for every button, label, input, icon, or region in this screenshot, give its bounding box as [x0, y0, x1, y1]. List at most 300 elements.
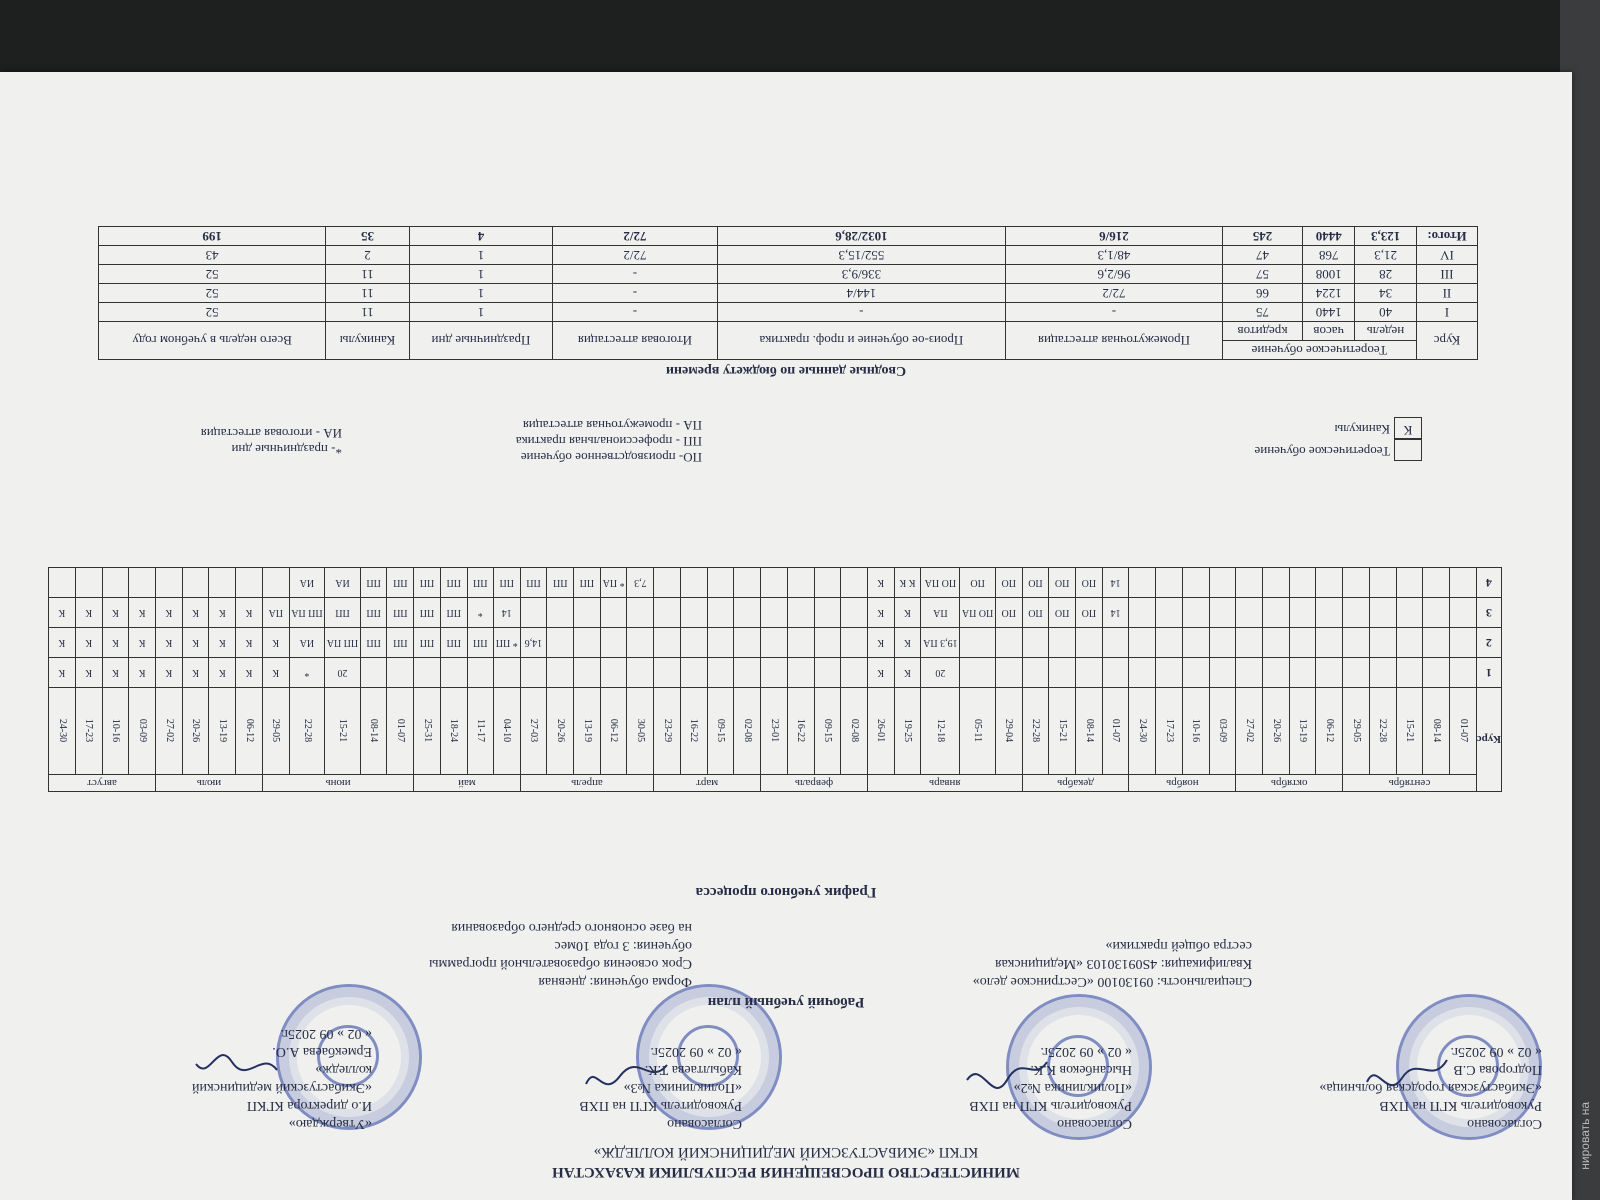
schedule-cell — [1102, 628, 1129, 658]
schedule-cell — [547, 658, 574, 688]
week-header: 17-23 — [1156, 688, 1183, 775]
schedule-cell — [761, 598, 788, 628]
schedule-cell — [1343, 658, 1370, 688]
schedule-cell: ПО — [1049, 568, 1076, 598]
summary-cell: 66 — [1222, 284, 1302, 303]
schedule-cell: К — [49, 628, 76, 658]
schedule-cell — [1209, 628, 1236, 658]
summary-cell: I — [1416, 303, 1477, 322]
schedule-cell: К — [236, 628, 263, 658]
schedule-cell — [654, 628, 681, 658]
schedule-cell: ПП — [467, 628, 493, 658]
summary-cell: 52 — [99, 284, 326, 303]
summary-cell: 47 — [1222, 246, 1302, 265]
course-number: 4 — [1476, 568, 1501, 598]
schedule-cell: * ПП — [493, 628, 520, 658]
schedule-cell — [467, 658, 493, 688]
summary-cell: 1008 — [1303, 265, 1355, 284]
schedule-cell — [75, 568, 102, 598]
schedule-cell — [440, 658, 467, 688]
summary-cell: 11 — [326, 284, 410, 303]
schedule-cell — [1369, 598, 1396, 628]
week-header-row — [49, 688, 1502, 775]
schedule-cell — [1289, 568, 1316, 598]
schedule-cell — [1263, 568, 1290, 598]
summary-total-cell: 4 — [409, 227, 552, 246]
schedule-cell: 14,6 — [520, 628, 547, 658]
schedule-cell: К — [182, 598, 209, 628]
week-header: 06-12 — [600, 688, 627, 775]
schedule-cell — [547, 598, 574, 628]
schedule-cell: * — [289, 658, 325, 688]
schedule-cell: К — [894, 598, 921, 628]
schedule-cell — [1423, 628, 1450, 658]
schedule-cell: ПА — [262, 598, 289, 628]
week-header: 30-05 — [627, 688, 654, 775]
schedule-cell — [654, 658, 681, 688]
schedule-cell: ПО — [1076, 598, 1103, 628]
signature — [1362, 1050, 1452, 1090]
week-header: 06-12 — [236, 688, 263, 775]
schedule-cell — [1289, 598, 1316, 628]
schedule-cell: К — [262, 658, 289, 688]
month-header: март — [654, 775, 761, 792]
week-header: 29-05 — [1343, 688, 1370, 775]
summary-header: Промежуточная аттестация — [1006, 322, 1223, 360]
course-column-header: Курс — [1476, 688, 1501, 792]
summary-cell: II — [1416, 284, 1477, 303]
schedule-cell — [814, 598, 841, 628]
schedule-cell — [1369, 658, 1396, 688]
schedule-cell: К — [867, 568, 894, 598]
summary-cell: 11 — [326, 265, 410, 284]
week-header: 17-23 — [75, 688, 102, 775]
schedule-cell: 7,3 — [627, 568, 654, 598]
schedule-cell — [787, 658, 814, 688]
schedule-cell — [1049, 658, 1076, 688]
schedule-cell: К — [102, 628, 129, 658]
schedule-cell — [1129, 658, 1156, 688]
week-header: 27-03 — [520, 688, 547, 775]
schedule-cell: ПП — [387, 568, 414, 598]
approval-block: Согласовано Руководитель КГП на ПХВ «Поликлиника №3» Кабылтаева Т.К. « 02 » 09 2025г. — [579, 1044, 742, 1131]
schedule-cell — [1316, 658, 1343, 688]
schedule-cell — [1396, 598, 1423, 628]
schedule-cell: ПО — [960, 568, 996, 598]
schedule-cell — [787, 568, 814, 598]
schedule-cell: К — [209, 658, 236, 688]
week-header: 25-31 — [414, 688, 441, 775]
schedule-cell: К — [49, 598, 76, 628]
schedule-cell — [680, 598, 707, 628]
schedule-cell: ПП — [520, 568, 547, 598]
schedule-cell: 19,3 ПА — [921, 628, 960, 658]
schedule-cell — [734, 598, 761, 628]
schedule-cell: К — [867, 598, 894, 628]
summary-cell: 1 — [409, 303, 552, 322]
week-header: 15-21 — [1396, 688, 1423, 775]
schedule-cell — [1209, 598, 1236, 628]
week-header: 16-22 — [680, 688, 707, 775]
schedule-cell — [1156, 658, 1183, 688]
schedule-cell: К — [236, 598, 263, 628]
schedule-cell — [707, 628, 734, 658]
schedule-cell — [1369, 568, 1396, 598]
week-header: 08-14 — [360, 688, 387, 775]
schedule-cell — [1156, 568, 1183, 598]
table-row — [99, 284, 1478, 303]
schedule-cell — [1343, 568, 1370, 598]
schedule-cell: 20 — [921, 658, 960, 688]
week-header: 29-05 — [262, 688, 289, 775]
summary-cell: IV — [1416, 246, 1477, 265]
summary-header: Теоретическое обучение — [1222, 341, 1416, 360]
schedule-cell — [1450, 628, 1477, 658]
schedule-cell — [574, 658, 601, 688]
summary-header: часов — [1303, 322, 1355, 341]
week-header: 27-02 — [1236, 688, 1263, 775]
schedule-cell — [236, 568, 263, 598]
schedule-cell: ПП — [493, 568, 520, 598]
schedule-cell: ПА — [921, 598, 960, 628]
schedule-cell — [1263, 598, 1290, 628]
schedule-cell: ПО — [1022, 598, 1049, 628]
schedule-cell — [1236, 568, 1263, 598]
week-header: 01-07 — [1102, 688, 1129, 775]
schedule-cell — [814, 628, 841, 658]
legend-theory-label: Теоретическое обучение — [1254, 444, 1390, 459]
schedule-cell: К — [102, 598, 129, 628]
week-header: 22-28 — [289, 688, 325, 775]
schedule-cell: ПП — [387, 628, 414, 658]
month-header: июнь — [262, 775, 413, 792]
schedule-cell — [1182, 628, 1209, 658]
schedule-cell: ПП — [440, 628, 467, 658]
schedule-cell — [707, 568, 734, 598]
week-header: 11-17 — [467, 688, 493, 775]
schedule-cell: ПП — [467, 568, 493, 598]
schedule-cell: ИА — [289, 628, 325, 658]
summary-cell: III — [1416, 265, 1477, 284]
summary-cell: 11 — [326, 303, 410, 322]
schedule-cell — [787, 628, 814, 658]
schedule-cell — [387, 658, 414, 688]
schedule-cell: 20 — [325, 658, 361, 688]
summary-cell: 57 — [1222, 265, 1302, 284]
schedule-cell — [841, 568, 868, 598]
schedule-cell — [1236, 598, 1263, 628]
schedule-cell — [262, 568, 289, 598]
summary-cell: 72/2 — [1006, 284, 1223, 303]
schedule-cell — [1129, 598, 1156, 628]
schedule-cell: К К — [894, 568, 921, 598]
schedule-cell — [1236, 658, 1263, 688]
week-header: 06-12 — [1316, 688, 1343, 775]
schedule-cell: ПП — [414, 598, 441, 628]
schedule-cell — [1236, 628, 1263, 658]
week-header: 13-19 — [1289, 688, 1316, 775]
summary-cell: 336/9,3 — [717, 265, 1005, 284]
schedule-cell: К — [894, 628, 921, 658]
schedule-cell: ПО — [995, 598, 1022, 628]
summary-cell: 552/15,3 — [717, 246, 1005, 265]
schedule-cell — [654, 568, 681, 598]
month-header: апрель — [520, 775, 654, 792]
week-header: 23-29 — [654, 688, 681, 775]
schedule-cell: ПП — [360, 568, 387, 598]
schedule-cell — [680, 628, 707, 658]
schedule-cell — [627, 598, 654, 628]
schedule-cell — [1263, 628, 1290, 658]
summary-cell: 52 — [99, 303, 326, 322]
schedule-cell — [680, 658, 707, 688]
week-header: 29-04 — [995, 688, 1022, 775]
table-row — [49, 628, 1502, 658]
schedule-cell: ПП — [574, 568, 601, 598]
legend — [122, 405, 1422, 465]
summary-total-cell: 4440 — [1303, 227, 1355, 246]
schedule-cell: К — [75, 628, 102, 658]
approval-block: Согласовано Руководитель КГП на ПХВ «Экибастузская городская больница» Подгорова С.В « 02 » 09 2025г. — [1319, 1044, 1542, 1131]
schedule-cell — [680, 568, 707, 598]
schedule-cell: К — [156, 598, 183, 628]
schedule-cell: 14 — [493, 598, 520, 628]
week-header: 15-21 — [325, 688, 361, 775]
schedule-cell — [841, 598, 868, 628]
schedule-cell — [1156, 598, 1183, 628]
schedule-cell — [1022, 658, 1049, 688]
schedule-cell — [707, 658, 734, 688]
week-header: 13-19 — [574, 688, 601, 775]
schedule-cell: 14 — [1102, 568, 1129, 598]
month-header: сентябрь — [1343, 775, 1477, 792]
schedule-cell — [1316, 568, 1343, 598]
schedule-cell — [734, 568, 761, 598]
course-number: 1 — [1476, 658, 1501, 688]
week-header: 01-07 — [1450, 688, 1477, 775]
schedule-cell: ПП ПА — [325, 628, 361, 658]
summary-header: Праздничные дни — [409, 322, 552, 360]
schedule-cell: К — [75, 598, 102, 628]
schedule-cell: ПП — [325, 598, 361, 628]
week-header: 13-19 — [209, 688, 236, 775]
legend-k-label: Каникулы — [1334, 422, 1390, 437]
schedule-cell — [1369, 628, 1396, 658]
week-header: 15-21 — [1049, 688, 1076, 775]
week-header: 08-14 — [1076, 688, 1103, 775]
schedule-cell — [841, 658, 868, 688]
schedule-cell: ПП — [547, 568, 574, 598]
schedule-cell — [102, 568, 129, 598]
schedule-cell — [734, 658, 761, 688]
schedule-cell — [1102, 658, 1129, 688]
summary-cell: 2 — [326, 246, 410, 265]
schedule-cell: * ПА — [600, 568, 627, 598]
schedule-cell — [1450, 658, 1477, 688]
summary-cell: 43 — [99, 246, 326, 265]
summary-cell: 40 — [1355, 303, 1417, 322]
schedule-cell — [1423, 598, 1450, 628]
week-header: 02-08 — [734, 688, 761, 775]
month-header: июль — [156, 775, 263, 792]
schedule-cell — [1316, 598, 1343, 628]
schedule-cell: ПП — [387, 598, 414, 628]
schedule-cell — [1209, 568, 1236, 598]
schedule-cell — [960, 658, 996, 688]
plan-study-form: Форма обучения: дневная Срок освоения образовательной программы обучения: 3 года 10мес на базе основного среднего образования — [429, 920, 692, 989]
month-header: январь — [867, 775, 1022, 792]
summary-total-cell: Итого: — [1416, 227, 1477, 246]
summary-total-cell: 216/6 — [1006, 227, 1223, 246]
signature — [192, 1050, 282, 1090]
month-header: февраль — [761, 775, 868, 792]
summary-cell: - — [553, 303, 717, 322]
schedule-cell: К — [129, 658, 156, 688]
schedule-cell — [960, 628, 996, 658]
week-header: 20-26 — [547, 688, 574, 775]
schedule-cell — [493, 658, 520, 688]
schedule-cell: 14 — [1102, 598, 1129, 628]
summary-cell: - — [717, 303, 1005, 322]
summary-cell: 75 — [1222, 303, 1302, 322]
summary-header: Итоговая аттестация — [553, 322, 717, 360]
schedule-cell: К — [182, 658, 209, 688]
table-row — [49, 598, 1502, 628]
summary-cell: 1224 — [1303, 284, 1355, 303]
schedule-cell — [360, 658, 387, 688]
week-header: 09-15 — [814, 688, 841, 775]
week-header: 02-08 — [841, 688, 868, 775]
schedule-cell — [1022, 628, 1049, 658]
schedule-cell — [520, 658, 547, 688]
schedule-cell: ПО — [1049, 598, 1076, 628]
signature — [582, 1050, 672, 1090]
week-header: 04-10 — [493, 688, 520, 775]
summary-total-cell: 72/2 — [553, 227, 717, 246]
legend-theory-box — [1394, 439, 1422, 461]
schedule-cell — [1450, 598, 1477, 628]
schedule-cell — [209, 568, 236, 598]
week-header: 24-30 — [1129, 688, 1156, 775]
summary-cell: 28 — [1355, 265, 1417, 284]
schedule-cell: ПО — [1022, 568, 1049, 598]
schedule-cell — [1423, 658, 1450, 688]
schedule-cell: К — [894, 658, 921, 688]
summary-total-cell: 35 — [326, 227, 410, 246]
course-number: 2 — [1476, 628, 1501, 658]
schedule-title: График учебного процесса — [695, 884, 877, 900]
plan-title: Рабочий учебный план — [707, 994, 865, 1010]
summary-cell: 96/2,6 — [1006, 265, 1223, 284]
schedule-cell — [1343, 598, 1370, 628]
week-header: 18-24 — [440, 688, 467, 775]
schedule-cell: ПО — [1076, 568, 1103, 598]
schedule-cell — [1129, 568, 1156, 598]
schedule-cell — [1129, 628, 1156, 658]
schedule-cell: К — [129, 628, 156, 658]
schedule-cell — [627, 628, 654, 658]
week-header: 16-22 — [787, 688, 814, 775]
signature — [962, 1050, 1052, 1090]
summary-cell: 48/1,3 — [1006, 246, 1223, 265]
week-header: 22-28 — [1369, 688, 1396, 775]
week-header: 01-07 — [387, 688, 414, 775]
summary-total-cell: 123,3 — [1355, 227, 1417, 246]
schedule-cell — [1450, 568, 1477, 598]
schedule-cell: К — [49, 658, 76, 688]
schedule-cell — [1076, 628, 1103, 658]
document-page — [0, 72, 1572, 1200]
schedule-cell: ПП — [360, 628, 387, 658]
week-header: 08-14 — [1423, 688, 1450, 775]
week-header: 20-26 — [182, 688, 209, 775]
schedule-cell: ПП ПА — [289, 598, 325, 628]
schedule-cell: ПП — [414, 568, 441, 598]
schedule-cell — [1263, 658, 1290, 688]
schedule-cell: ИА — [289, 568, 325, 598]
schedule-cell — [1343, 628, 1370, 658]
schedule-cell — [627, 658, 654, 688]
schedule-cell — [600, 658, 627, 688]
legend-k-box: К — [1394, 417, 1422, 439]
schedule-cell: К — [867, 628, 894, 658]
week-header: 05-11 — [960, 688, 996, 775]
week-header: 10-16 — [102, 688, 129, 775]
schedule-cell — [1156, 628, 1183, 658]
schedule-cell: К — [129, 598, 156, 628]
schedule-grid — [48, 567, 1502, 792]
schedule-cell: ПП — [440, 598, 467, 628]
schedule-cell — [520, 598, 547, 628]
week-header: 23-01 — [761, 688, 788, 775]
schedule-cell: ИА — [325, 568, 361, 598]
summary-cell: 52 — [99, 265, 326, 284]
document-paper — [0, 72, 1572, 1200]
schedule-cell: К — [209, 628, 236, 658]
schedule-cell: К — [102, 658, 129, 688]
summary-header: Всего недель в учебном году — [99, 322, 326, 360]
summary-total-cell: 199 — [99, 227, 326, 246]
schedule-cell: ПО ПА — [921, 568, 960, 598]
summary-total-cell: 1032/28,6 — [717, 227, 1005, 246]
schedule-cell — [1289, 658, 1316, 688]
schedule-cell — [1289, 628, 1316, 658]
schedule-cell — [654, 598, 681, 628]
schedule-cell — [1182, 568, 1209, 598]
schedule-cell — [414, 658, 441, 688]
week-header: 03-09 — [1209, 688, 1236, 775]
schedule-cell — [841, 628, 868, 658]
schedule-cell — [1076, 658, 1103, 688]
schedule-cell — [182, 568, 209, 598]
schedule-cell: ПП — [440, 568, 467, 598]
schedule-cell: ПП — [360, 598, 387, 628]
schedule-cell — [600, 598, 627, 628]
schedule-cell: К — [867, 658, 894, 688]
schedule-cell: ПП — [414, 628, 441, 658]
summary-cell: - — [553, 265, 717, 284]
schedule-cell: К — [156, 658, 183, 688]
week-header: 03-09 — [129, 688, 156, 775]
schedule-cell: * — [467, 598, 493, 628]
month-header: август — [49, 775, 156, 792]
schedule-cell — [761, 628, 788, 658]
summary-cell: - — [1006, 303, 1223, 322]
schedule-cell — [707, 598, 734, 628]
schedule-cell — [995, 628, 1022, 658]
month-header: декабрь — [1022, 775, 1129, 792]
summary-total-row — [99, 227, 1478, 246]
